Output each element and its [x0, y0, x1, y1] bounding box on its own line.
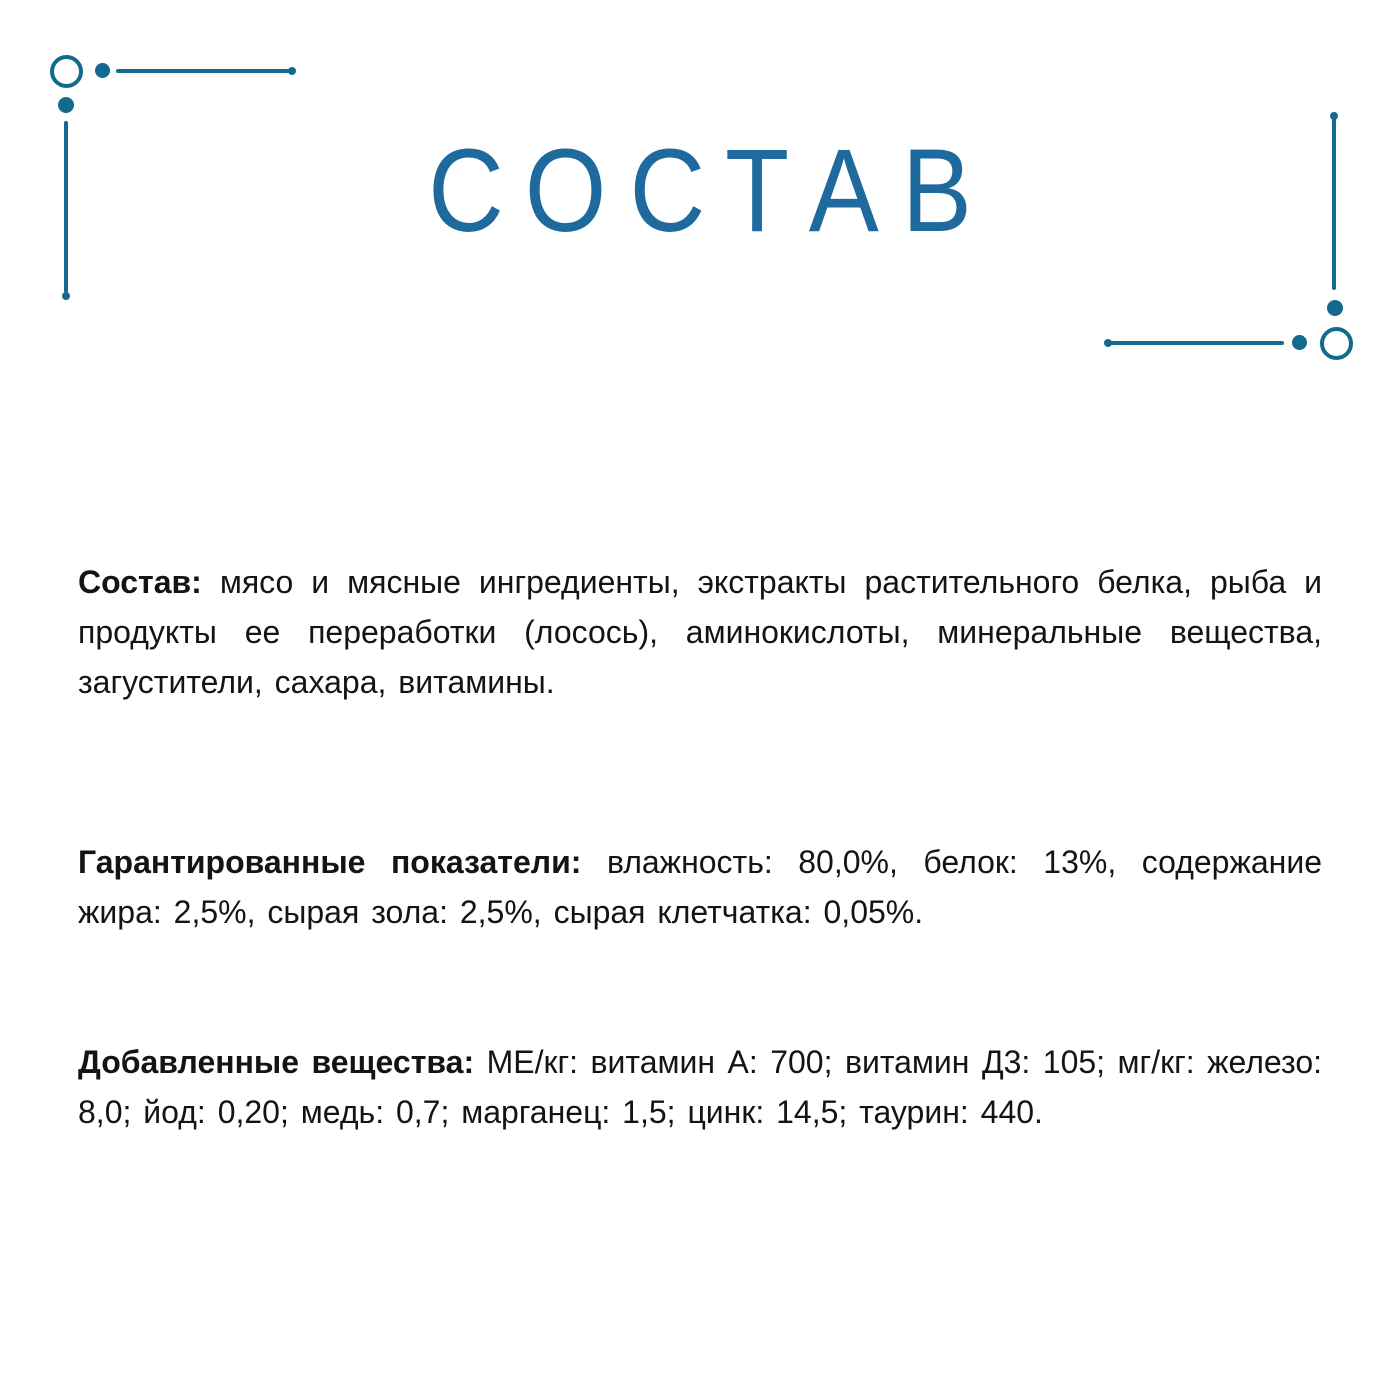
composition-section: [78, 557, 1322, 707]
composition-section-body: мясо и мясные ингредиенты, экстракты растительного белка, рыба и продукты ее переработки (лосось), аминокислоты, минеральные вещества, загустители, сахара, витамины.: [78, 564, 1323, 700]
added-substances-section-lead: Добавленные вещества:: [78, 1044, 475, 1080]
dot-icon: [95, 63, 110, 78]
line-end-dot-icon: [1104, 339, 1112, 347]
added-substances-section-body: МЕ/кг: витамин А: 700; витамин Д3: 105; мг/кг: железо: 8,0; йод: 0,20; медь: 0,7; марганец: 1,5; цинк: 14,5; таурин: 440.: [78, 1044, 1323, 1130]
horizontal-line: [116, 69, 290, 73]
line-end-dot-icon: [288, 67, 296, 75]
added-substances-section: [78, 1037, 1322, 1137]
page-title: СОСТАВ: [428, 125, 995, 257]
dot-icon: [1327, 300, 1343, 316]
composition-section-lead: Состав:: [78, 564, 202, 600]
line-end-dot-icon: [1330, 112, 1338, 120]
guaranteed-analysis-section-lead: Гарантированные показатели:: [78, 844, 582, 880]
ring-icon: [50, 55, 83, 88]
guaranteed-analysis-section-body: влажность: 80,0%, белок: 13%, содержание жира: 2,5%, сырая зола: 2,5%, сырая клетчатка: 0,05%.: [78, 844, 1323, 930]
guaranteed-analysis-section: [78, 837, 1322, 937]
dot-icon: [1292, 335, 1307, 350]
dot-icon: [58, 97, 74, 113]
line-end-dot-icon: [62, 292, 70, 300]
ring-icon: [1320, 327, 1353, 360]
horizontal-line: [1108, 341, 1284, 345]
